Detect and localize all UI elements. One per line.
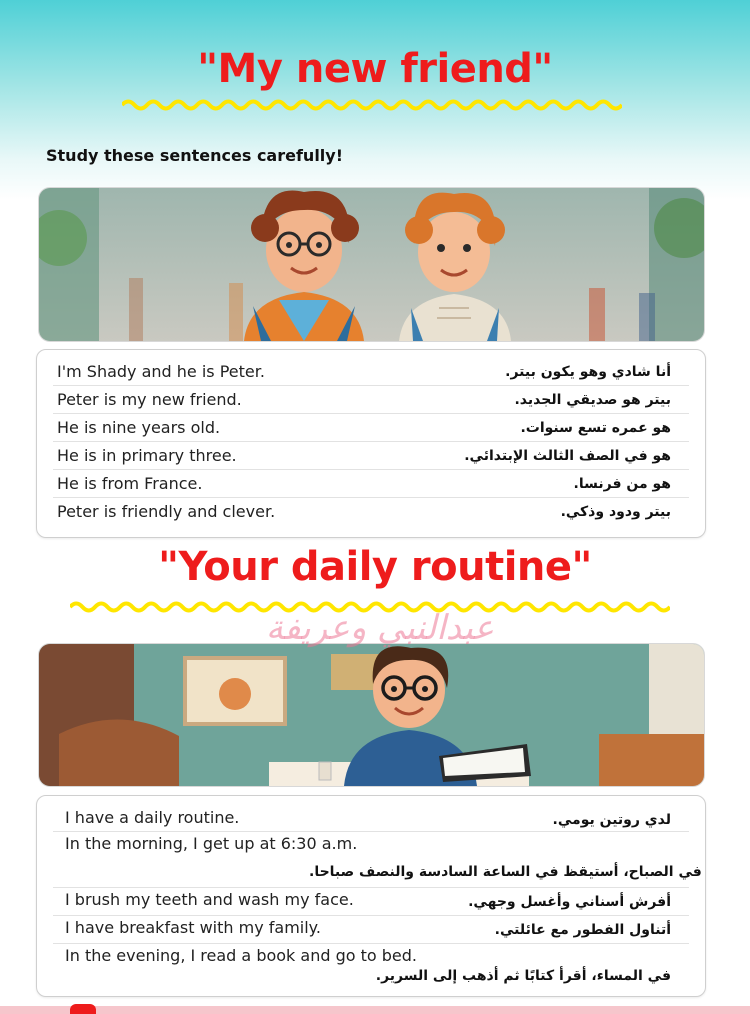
sentence-en: I'm Shady and he is Peter. [57,362,265,381]
sentence-row [53,498,689,526]
sentence-en: Peter is friendly and clever. [57,502,276,521]
instruction-text: Study these sentences carefully! [46,146,344,165]
section2-title: "Your daily routine" [158,544,592,590]
sentence-row [53,414,689,442]
sentence-row [53,470,689,498]
sentence-en: I have breakfast with my family. [65,918,321,937]
sentence-en: He is from France. [57,474,203,493]
sentences-panel-2 [36,795,706,997]
sentence-en: Peter is my new friend. [57,390,242,409]
watermark-text: عبدالنبي وعريفة [265,608,495,648]
sentence-row [53,916,689,944]
sentence-row [53,832,702,888]
two-boys-school-illustration [38,187,705,342]
sentence-ar: بيتر ودود وذكي. [560,504,671,520]
sentence-en: In the morning, I get up at 6:30 a.m. [65,834,358,853]
sentence-ar: أنا شادي وهو يكون بيتر. [505,364,671,380]
sentence-row [53,442,689,470]
sentences-panel-1 [36,349,706,538]
sentence-ar: لدي روتين يومي. [552,812,671,828]
sentence-ar: أتناول الفطور مع عائلتي. [494,922,671,938]
bottom-decor-bar [0,1006,750,1014]
sentence-en: In the evening, I read a book and go to bed. [65,946,418,965]
sentence-ar: هو عمره تسع سنوات. [520,420,671,436]
sentence-en: He is nine years old. [57,418,221,437]
boy-reading-desk-illustration [38,643,705,787]
sentence-en: I brush my teeth and wash my face. [65,890,354,909]
sentence-row [53,386,689,414]
bottom-decor-tab [70,1004,96,1014]
sentence-row [53,888,689,916]
sentence-en: I have a daily routine. [65,808,240,827]
sentence-ar: هو من فرنسا. [573,476,671,492]
sentence-ar: أفرش أسناني وأغسل وجهي. [468,894,671,910]
sentence-row [53,804,689,832]
sentence-ar: في الصباح، أستيقظ في الساعة السادسة والنصف صباحا. [309,864,702,880]
sentence-ar: بيتر هو صديقي الجديد. [514,392,671,408]
section1-title: "My new friend" [197,46,553,92]
sentence-ar: هو في الصف الثالث الإبتدائي. [464,448,671,464]
sentence-ar: في المساء، أقرأ كتابًا ثم أذهب إلى السرير. [375,968,671,984]
sentence-row [53,358,689,386]
sentence-en: He is in primary three. [57,446,237,465]
sentence-row [53,944,689,992]
wavy-underline-1 [122,98,622,112]
